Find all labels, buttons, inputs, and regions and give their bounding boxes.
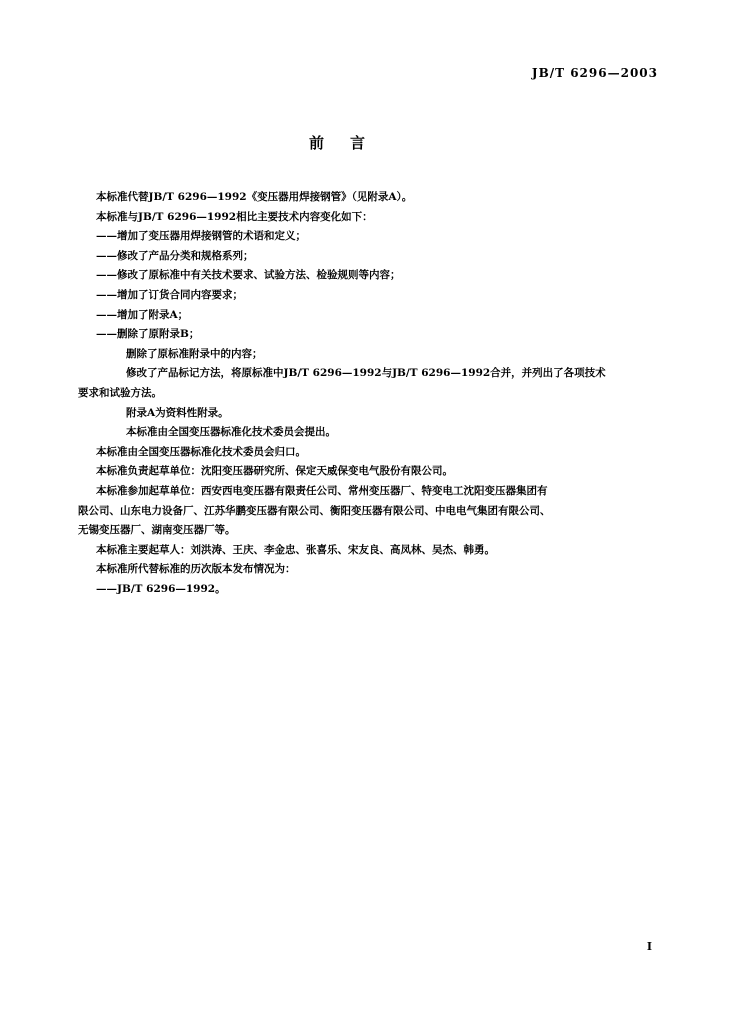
document-code: JB/T 6296—2003 [531, 66, 658, 80]
paragraph-line: 要求和试验方法。 [78, 386, 162, 399]
paragraph-line: 本标准负责起草单位：沈阳变压器研究所、保定天威保变电气股份有限公司。 [96, 465, 453, 478]
paragraph-line: 无锡变压器厂、湖南变压器厂等。 [78, 524, 236, 537]
page-number: I [646, 940, 652, 953]
paragraph-line: 本标准参加起草单位：西安西电变压器有限责任公司、常州变压器厂、特变电工沈阳变压器集团有 [96, 484, 548, 497]
paragraph-line: 限公司、山东电力设备厂、江苏华鹏变压器有限公司、衡阳变压器有限公司、中电电气集团有限公司、 [78, 504, 551, 517]
paragraph-line: 本标准与JB/T 6296—1992相比主要技术内容变化如下： [96, 210, 373, 223]
list-item: ——JB/T 6296—1992。 [96, 582, 226, 595]
paragraph-line: 本标准主要起草人：刘洪涛、王庆、李金忠、张喜乐、宋友良、高凤林、吴杰、韩勇。 [96, 543, 495, 556]
paragraph-line: 附录A为资料性附录。 [126, 406, 229, 419]
paragraph-line: 修改了产品标记方法，将原标准中JB/T 6296—1992与JB/T 6296—1992合并，并列出了各项技术 [126, 367, 606, 380]
paragraph-line: 删除了原标准附录中的内容； [126, 347, 263, 360]
list-item: ——增加了附录A； [96, 308, 189, 321]
paragraph-line: 本标准代替JB/T 6296—1992《变压器用焊接钢管》（见附录A）。 [96, 191, 413, 203]
list-item: ——修改了原标准中有关技术要求、试验方法、检验规则等内容； [96, 269, 401, 282]
paragraph-line: 本标准由全国变压器标准化技术委员会提出。 [126, 426, 336, 439]
page-title: 前言 [308, 134, 391, 152]
paragraph-line: 本标准由全国变压器标准化技术委员会归口。 [96, 445, 306, 458]
list-item: ——修改了产品分类和规格系列； [96, 249, 254, 262]
list-item: ——增加了变压器用焊接钢管的术语和定义； [96, 230, 306, 243]
foreword-body [78, 188, 660, 599]
list-item: ——增加了订货合同内容要求； [96, 288, 243, 301]
list-item: ——删除了原附录B； [96, 328, 200, 341]
paragraph-line: 本标准所代替标准的历次版本发布情况为： [96, 563, 296, 576]
